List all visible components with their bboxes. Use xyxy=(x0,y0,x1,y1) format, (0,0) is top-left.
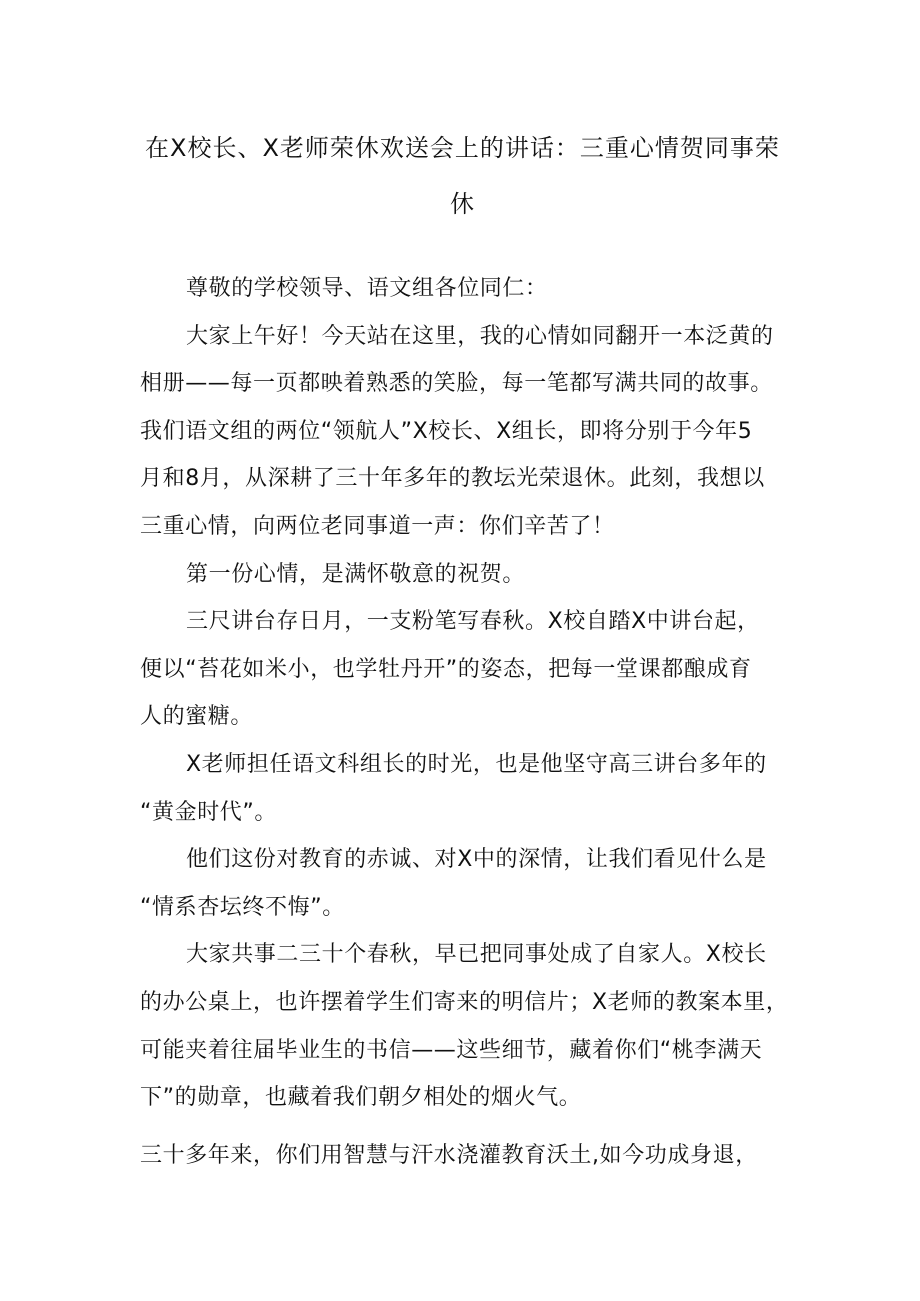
paragraph-3 xyxy=(140,598,785,741)
text-line: 便以“苔花如米小，也学牡丹开”的姿态，把每一堂课都酿成育 xyxy=(140,656,752,682)
paragraph-7 xyxy=(140,1132,785,1180)
title-line-1: 在X校长、X老师荣休欢送会上的讲话：三重心情贺同事荣 xyxy=(145,134,780,162)
text-line: 大家上午好！今天站在这里，我的心情如同翻开一本泛黄的 xyxy=(186,323,774,349)
paragraph-1 xyxy=(140,313,785,551)
paragraph-2 xyxy=(140,551,785,599)
text-line: “黄金时代”。 xyxy=(140,799,277,825)
text-line: 人的蜜糖。 xyxy=(140,704,254,730)
text-line: 的办公桌上，也许摆着学生们寄来的明信片；X老师的教案本里， xyxy=(140,989,789,1015)
text-line: 相册——每一页都映着熟悉的笑脸，每一笔都写满共同的故事。 xyxy=(140,371,773,397)
text-line: 月和8月，从深耕了三十年多年的教坛光荣退休。此刻，我想以 xyxy=(140,466,765,492)
document-body xyxy=(140,265,789,1179)
text-line: 三尺讲台存日月，一支粉笔写春秋。X校自踏X中讲台起， xyxy=(186,609,760,635)
text-line: X老师担任语文科组长的时光，也是他坚守高三讲台多年的 xyxy=(186,751,767,777)
paragraph-4 xyxy=(140,741,785,836)
document-title xyxy=(140,120,785,232)
text-line: 我们语文组的两位“领航人”X校长、X组长，即将分别于今年5 xyxy=(140,418,753,444)
text-line: 第一份心情，是满怀敬意的祝贺。 xyxy=(186,561,526,587)
paragraph-5 xyxy=(140,836,785,931)
text-line: 他们这份对教育的赤诚、对X中的深情，让我们看见什么是 xyxy=(186,847,767,873)
text-line: 三十多年来，你们用智慧与汗水浇灌教育沃土,如今功成身退， xyxy=(140,1142,758,1168)
text-line: 可能夹着往届毕业生的书信——这些细节，藏着你们“桃李满天 xyxy=(140,1037,763,1063)
document-page xyxy=(140,120,789,1179)
paragraph-6 xyxy=(140,931,789,1121)
text-line: “情系杏坛终不悔”。 xyxy=(140,894,345,920)
text-line: 下”的勋章，也藏着我们朝夕相处的烟火气。 xyxy=(140,1085,582,1111)
greeting: 尊敬的学校领导、语文组各位同仁： xyxy=(186,276,548,301)
title-line-2: 休 xyxy=(450,190,475,218)
text-line: 大家共事二三十个春秋，早已把同事处成了自家人。X校长 xyxy=(186,942,767,968)
text-line: 三重心情，向两位老同事道一声：你们辛苦了！ xyxy=(140,513,615,539)
